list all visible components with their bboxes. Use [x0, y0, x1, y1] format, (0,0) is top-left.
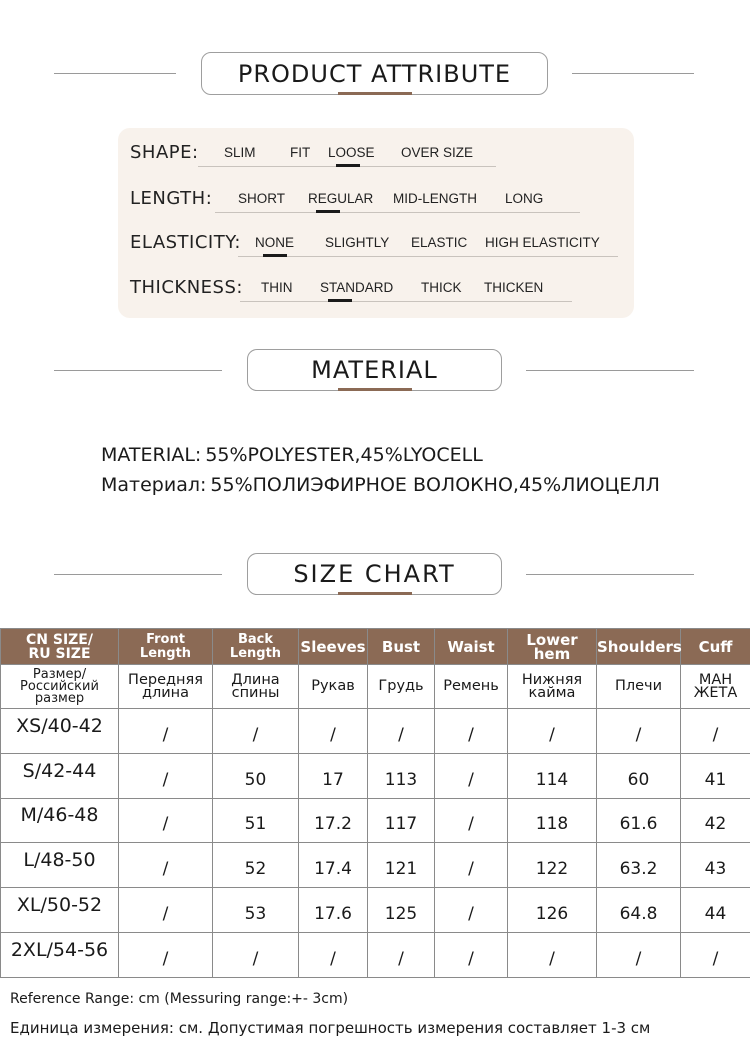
attribute-option: ELASTIC [411, 235, 468, 250]
header-ru-text: Длина [231, 671, 280, 688]
header-text: Front Length [139, 631, 192, 661]
material-ru-value: 55%ПОЛИЭФИРНОЕ ВОЛОКНО,45%ЛИОЦЕЛЛ [210, 474, 660, 496]
header-text: CN SIZE/ [26, 631, 93, 648]
measurement-cell: 63.2 [597, 843, 681, 888]
table-row [1, 843, 750, 888]
measurement-cell: 43 [681, 843, 750, 888]
title-accent-underline [338, 92, 412, 95]
measurement-cell: / [299, 709, 368, 754]
attribute-rule [215, 212, 580, 213]
divider-left-material [54, 370, 222, 371]
divider-left-attribute [54, 73, 176, 74]
attribute-option: STANDARD [320, 280, 394, 295]
measurement-cell: 121 [368, 843, 435, 888]
section-title-text: MATERIAL [311, 356, 438, 384]
attribute-option: SHORT [238, 191, 286, 206]
measurement-cell: 118 [508, 798, 597, 843]
measurement-cell: 53 [213, 888, 299, 933]
attribute-option: FIT [290, 145, 311, 160]
measurement-cell: / [368, 709, 435, 754]
table-row [1, 798, 750, 843]
measurement-cell: / [213, 932, 299, 977]
measurement-cell: 50 [213, 753, 299, 798]
header-ru-column [435, 665, 508, 709]
header-ru-text: ЖЕТА [693, 684, 738, 701]
header-ru-text: Нижняя [521, 671, 583, 688]
attribute-option: REGULAR [308, 191, 374, 206]
attribute-option: HIGH ELASTICITY [485, 235, 600, 250]
attribute-option: LONG [505, 191, 544, 206]
header-ru-text: длина [141, 684, 190, 701]
header-ru-text: Рукав [311, 678, 355, 694]
measurement-cell: / [508, 932, 597, 977]
attribute-row [118, 230, 634, 260]
header-text: Bust [381, 637, 421, 656]
measurement-cell: / [119, 798, 213, 843]
section-title-material [247, 349, 502, 391]
measurement-cell: 17 [299, 753, 368, 798]
attribute-option: THIN [261, 280, 293, 295]
measurement-cell: / [508, 709, 597, 754]
measurement-cell: / [681, 932, 750, 977]
measurement-cell: / [119, 888, 213, 933]
size-label-cell: 2XL/54-56 [1, 932, 119, 977]
table-row [1, 888, 750, 933]
header-text: RU SIZE [28, 645, 91, 662]
header-ru-text: МАН [698, 671, 733, 688]
measurement-cell: / [119, 709, 213, 754]
size-label-cell: S/42-44 [1, 753, 119, 798]
attribute-rule [238, 256, 618, 257]
header-text: Shoulders [597, 637, 682, 656]
measurement-cell: 52 [213, 843, 299, 888]
header-size-cn-ru [1, 629, 119, 665]
section-title-text: SIZE CHART [293, 560, 456, 588]
material-en-value: 55%POLYESTER,45%LYOCELL [205, 444, 483, 466]
attribute-option: THICKEN [484, 280, 544, 295]
measurement-cell: / [213, 709, 299, 754]
header-ru-column [508, 665, 597, 709]
measurement-cell: 42 [681, 798, 750, 843]
header-text: Waist [447, 637, 495, 656]
measurement-cell: 126 [508, 888, 597, 933]
selected-option-marker [263, 254, 287, 257]
reference-range-en: Reference Range: cm (Messuring range:+- 3cm) [10, 991, 349, 1007]
title-accent-underline [338, 592, 412, 595]
measurement-cell: 122 [508, 843, 597, 888]
reference-range-ru: Единица измерения: см. Допустимая погрешность измерения составляет 1-3 см [10, 1019, 651, 1037]
attribute-option: OVER SIZE [401, 145, 474, 160]
header-column [435, 629, 508, 665]
header-ru-column [1, 665, 119, 709]
selected-option-marker [328, 299, 352, 302]
header-column [213, 629, 299, 665]
header-ru-column [299, 665, 368, 709]
header-text: Back Length [229, 631, 282, 661]
measurement-cell: 114 [508, 753, 597, 798]
section-title-size-chart [247, 553, 502, 595]
measurement-cell: / [435, 798, 508, 843]
measurement-cell: 17.2 [299, 798, 368, 843]
attribute-option: SLIGHTLY [325, 235, 390, 250]
material-ru-label: Материал: [101, 474, 207, 496]
selected-option-marker [316, 210, 340, 213]
header-column [119, 629, 213, 665]
product-attribute-panel [118, 128, 634, 318]
title-accent-underline [338, 388, 412, 391]
divider-right-size [526, 574, 694, 575]
size-label-cell: M/46-48 [1, 798, 119, 843]
section-title-product-attribute [201, 52, 548, 95]
header-column [597, 629, 681, 665]
attribute-option: THICK [421, 280, 462, 295]
measurement-cell: 41 [681, 753, 750, 798]
measurement-cell: / [597, 709, 681, 754]
header-text: Cuff [698, 637, 733, 656]
header-ru-text: Ремень [443, 678, 499, 694]
measurement-cell: 44 [681, 888, 750, 933]
header-ru-column [119, 665, 213, 709]
attribute-row [118, 275, 634, 305]
attribute-label: LENGTH: [130, 188, 213, 209]
header-ru-text: Плечи [614, 678, 663, 694]
measurement-cell: / [435, 888, 508, 933]
attribute-label: SHAPE: [130, 142, 199, 163]
header-ru-column [681, 665, 750, 709]
measurement-cell: / [435, 753, 508, 798]
header-ru-text: размер [34, 690, 85, 706]
attribute-label: THICKNESS: [130, 277, 243, 298]
header-ru-column [597, 665, 681, 709]
measurement-cell: 17.6 [299, 888, 368, 933]
header-ru-column [368, 665, 435, 709]
material-ru [101, 474, 660, 496]
measurement-cell: 117 [368, 798, 435, 843]
header-column [508, 629, 597, 665]
measurement-cell: 17.4 [299, 843, 368, 888]
selected-option-marker [336, 164, 360, 167]
measurement-cell: / [597, 932, 681, 977]
measurement-cell: / [119, 753, 213, 798]
header-ru-column [213, 665, 299, 709]
header-column [299, 629, 368, 665]
attribute-option: LOOSE [328, 145, 375, 160]
header-ru-text: Российский [20, 678, 99, 694]
header-column [681, 629, 750, 665]
header-ru-text: кайма [528, 684, 576, 701]
measurement-cell: / [368, 932, 435, 977]
attribute-option: SLIM [224, 145, 256, 160]
measurement-cell: 125 [368, 888, 435, 933]
section-title-text: PRODUCT ATTRIBUTE [237, 59, 512, 88]
header-text: Lower hem [526, 630, 578, 663]
table-row [1, 753, 750, 798]
measurement-cell: / [299, 932, 368, 977]
attribute-option: NONE [255, 235, 295, 250]
header-ru-text: Передняя [128, 671, 203, 688]
size-label-cell: XL/50-52 [1, 888, 119, 933]
attribute-label: ELASTICITY: [130, 232, 241, 253]
measurement-cell: 64.8 [597, 888, 681, 933]
size-chart-table [0, 628, 750, 978]
measurement-cell: / [681, 709, 750, 754]
size-label-cell: L/48-50 [1, 843, 119, 888]
material-en-label: MATERIAL: [101, 444, 202, 466]
measurement-cell: 51 [213, 798, 299, 843]
header-ru-text: Размер/ [32, 666, 87, 682]
measurement-cell: 61.6 [597, 798, 681, 843]
measurement-cell: / [119, 843, 213, 888]
table-row [1, 932, 750, 977]
divider-right-material [526, 370, 694, 371]
divider-left-size [54, 574, 222, 575]
measurement-cell: 60 [597, 753, 681, 798]
header-ru-text: спины [231, 684, 280, 701]
header-text: Sleeves [300, 637, 366, 656]
measurement-cell: / [435, 932, 508, 977]
attribute-option: MID-LENGTH [393, 191, 477, 206]
size-label-cell: XS/40-42 [1, 709, 119, 754]
attribute-row [118, 186, 634, 216]
measurement-cell: / [119, 932, 213, 977]
attribute-row [118, 140, 634, 170]
measurement-cell: / [435, 709, 508, 754]
divider-right-attribute [572, 73, 694, 74]
header-column [368, 629, 435, 665]
attribute-rule [240, 301, 572, 302]
measurement-cell: / [435, 843, 508, 888]
measurement-cell: 113 [368, 753, 435, 798]
header-ru-text: Грудь [378, 678, 424, 694]
material-en [101, 444, 483, 466]
table-row [1, 709, 750, 754]
